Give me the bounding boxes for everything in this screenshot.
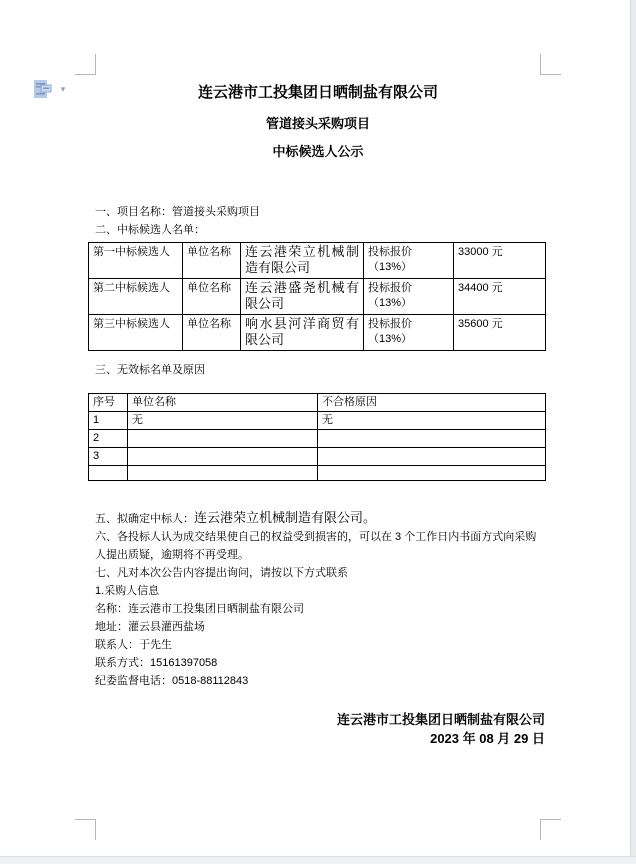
purchaser-name: 名称：连云港市工投集团日晒制盐有限公司 [95,603,304,615]
col-header-reason: 不合格原因 [318,394,546,412]
unit-label: 单位名称 [183,315,241,351]
row-no: 2 [89,430,128,448]
page-right-edge [630,0,636,864]
row-no: 1 [89,412,128,430]
table-row [89,315,546,351]
signature-company: 连云港市工投集团日晒制盐有限公司 [336,712,545,727]
candidate-company: 连云港盛尧机械有限公司 [241,279,364,315]
price-value: 35600 元 [454,315,546,351]
margin-crop-mark-top-right [540,54,561,75]
row-company [128,466,318,481]
row-no: 3 [89,448,128,466]
row-reason: 无 [318,412,546,430]
table-header-row [89,394,546,412]
purchaser-phone: 联系方式：15161397058 [95,657,218,669]
section-invalid-heading: 三、无效标名单及原因 [95,364,205,376]
price-label: 投标报价（13%） [364,279,454,315]
purchaser-address: 地址：灌云县灌西盐场 [95,621,205,633]
document-icon-graphic [32,79,53,101]
table-row [89,243,546,279]
row-company [128,448,318,466]
margin-crop-mark-bottom-left [75,819,96,840]
unit-label: 单位名称 [183,279,241,315]
chevron-down-icon[interactable]: ▾ [60,84,66,94]
signature-date: 2023 年 08 月 29 日 [430,731,545,746]
candidate-company: 连云港荣立机械制造有限公司 [241,243,364,279]
section-candidate-list-heading: 二、中标候选人名单： [95,224,205,236]
row-no [89,466,128,481]
col-header-company: 单位名称 [128,394,318,412]
section-project-name: 一、项目名称：管道接头采购项目 [95,206,260,218]
col-header-no: 序号 [89,394,128,412]
purchaser-info-heading: 1.采购人信息 [95,585,160,597]
paragraph-inquiry: 七、凡对本次公告内容提出询问，请按以下方式联系 [95,567,348,579]
margin-crop-mark-bottom-right [540,819,561,840]
signature-block [95,710,545,748]
row-company [128,430,318,448]
body-paragraphs [95,509,546,690]
table-row [89,279,546,315]
candidate-rank: 第三中标候选人 [89,315,183,351]
table-row [89,448,546,466]
paste-options-document-icon[interactable] [32,79,53,101]
winner-prefix: 五、拟确定中标人： [95,513,194,525]
purchaser-contact: 联系人：于先生 [95,639,172,651]
candidate-rank: 第二中标候选人 [89,279,183,315]
winner-company: 连云港荣立机械制造有限公司。 [194,510,377,525]
document-title-announcement: 中标候选人公示 [272,144,364,159]
candidate-company: 响水县河洋商贸有限公司 [241,315,364,351]
paragraph-objection: 六、各投标人认为成交结果使自己的权益受到损害的，可以在 3 个工作日内书面方式向采购人提出质疑，逾期将不再受理。 [95,531,537,561]
price-value: 34400 元 [454,279,546,315]
margin-crop-mark-top-left [75,54,96,75]
candidate-table [88,242,546,351]
price-value: 33000 元 [454,243,546,279]
document-title-project: 管道接头采购项目 [265,116,370,131]
page-bottom-edge [0,856,636,864]
document-title-company: 连云港市工投集团日晒制盐有限公司 [197,84,438,101]
invalid-bid-table [88,393,546,481]
paragraph-winner [95,509,546,528]
table-row [89,412,546,430]
table-row [89,430,546,448]
supervision-phone: 纪委监督电话：0518-88112843 [95,675,249,687]
table-row [89,466,546,481]
row-reason [318,466,546,481]
candidate-rank: 第一中标候选人 [89,243,183,279]
row-company: 无 [128,412,318,430]
unit-label: 单位名称 [183,243,241,279]
row-reason [318,448,546,466]
price-label: 投标报价（13%） [364,243,454,279]
price-label: 投标报价（13%） [364,315,454,351]
row-reason [318,430,546,448]
